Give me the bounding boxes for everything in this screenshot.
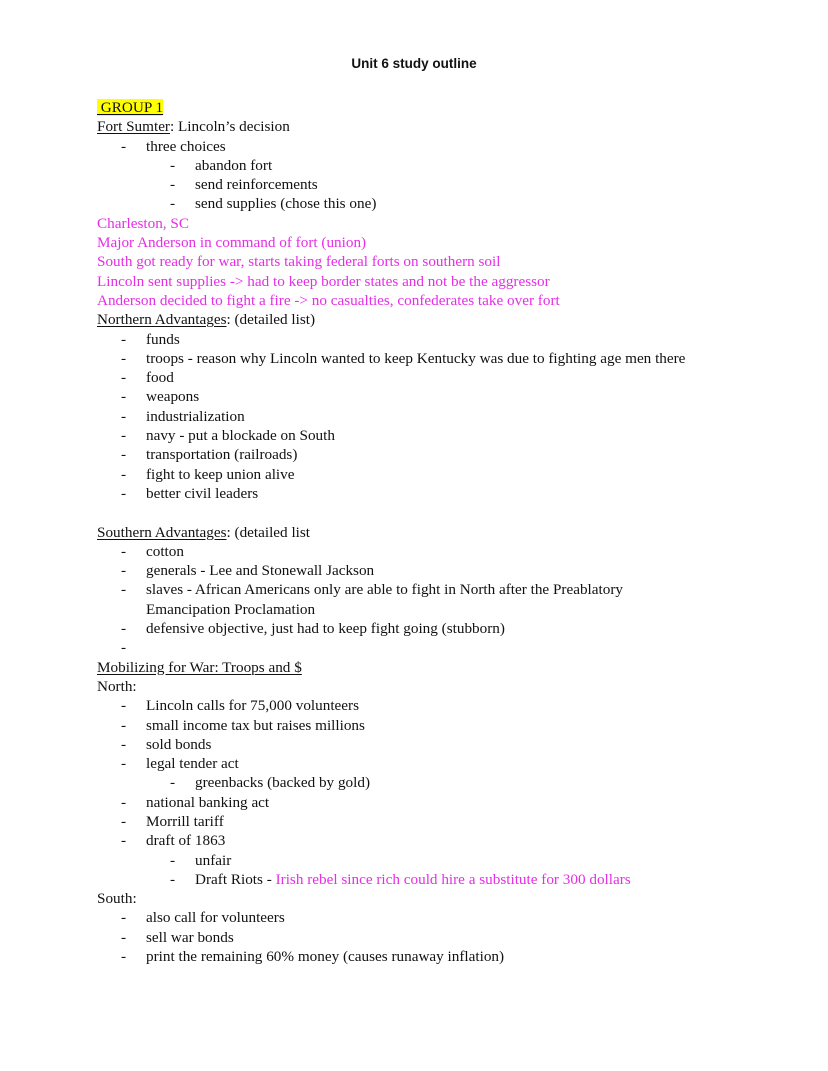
group-label: GROUP 1 <box>97 99 164 116</box>
annotation-note: Charleston, SC <box>97 214 189 232</box>
list-item: - weapons <box>121 388 200 406</box>
list-item: - abandon fort <box>170 156 273 174</box>
bullet-dash-icon: - <box>121 716 127 734</box>
bullet-dash-icon: - <box>121 388 127 406</box>
bullet-dash-icon: - <box>121 349 127 367</box>
heading-text: Northern Advantages <box>97 311 227 329</box>
annotation-note: Anderson decided to fight a fire -> no casualties, confederates take over fort <box>97 291 560 309</box>
subheading-south: South: <box>97 890 137 908</box>
heading-rest: : (detailed list) <box>226 311 316 329</box>
document-title: Unit 6 study outline <box>351 56 477 71</box>
list-item: - send reinforcements <box>170 176 318 194</box>
list-item: - sold bonds <box>121 735 212 753</box>
bullet-dash-icon: - <box>121 909 127 927</box>
list-item: - better civil leaders <box>121 484 259 502</box>
bullet-dash-icon: - <box>121 484 127 502</box>
bullet-dash-icon: - <box>121 832 127 850</box>
list-item: - national banking act <box>121 793 270 811</box>
list-item: - funds <box>121 330 180 348</box>
bullet-dash-icon: - <box>121 620 127 638</box>
section-heading-mobilizing <box>97 658 797 677</box>
bullet-dash-icon: - <box>170 195 176 213</box>
bullet-dash-icon: - <box>121 542 127 560</box>
list-item: - transportation (railroads) <box>121 446 298 464</box>
bullet-dash-icon: - <box>170 851 176 869</box>
bullet-dash-icon: - <box>121 465 127 483</box>
list-item: - draft of 1863 <box>121 832 226 850</box>
section-heading-southern-advantages <box>97 523 797 542</box>
bullet-dash-icon: - <box>121 369 127 387</box>
list-item: - navy - put a blockade on South <box>121 427 335 445</box>
bullet-dash-icon: - <box>121 755 127 773</box>
bullet-dash-icon: - <box>170 774 176 792</box>
list-item: - send supplies (chose this one) <box>170 195 377 213</box>
list-item: - unfair <box>170 851 232 869</box>
annotation-note: South got ready for war, starts taking federal forts on southern soil <box>97 253 501 271</box>
bullet-dash-icon: - <box>121 928 127 946</box>
bullet-dash-icon: - <box>170 176 176 194</box>
list-item: - slaves - African Americans only are able to fight in North after the Preablatory Emancipation Proclamation <box>121 581 623 618</box>
bullet-dash-icon: - <box>121 137 127 155</box>
bullet-dash-icon: - <box>170 156 176 174</box>
bullet-dash-icon: - <box>121 581 127 599</box>
bullet-dash-icon: - <box>121 562 127 580</box>
list-item: - greenbacks (backed by gold) <box>170 774 371 792</box>
bullet-dash-icon: - <box>121 697 127 715</box>
list-item: - small income tax but raises millions <box>121 716 365 734</box>
bullet-dash-icon: - <box>121 793 127 811</box>
bullet-dash-icon: - <box>121 735 127 753</box>
section-heading-fort-sumter <box>97 117 797 136</box>
list-item: - sell war bonds <box>121 928 234 946</box>
list-item: - food <box>121 369 174 387</box>
list-item: - legal tender act <box>121 755 239 773</box>
list-item: - print the remaining 60% money (causes runaway inflation) <box>121 948 505 966</box>
list-item: - industrialization <box>121 407 245 425</box>
bullet-dash-icon: - <box>121 427 127 445</box>
bullet-dash-icon: - <box>121 639 127 657</box>
subheading-north: North: <box>97 677 137 695</box>
bullet-dash-icon: - <box>121 446 127 464</box>
list-item: - Draft Riots - Irish rebel since rich could hire a substitute for 300 dollars <box>170 870 631 888</box>
list-item: - troops - reason why Lincoln wanted to keep Kentucky was due to fighting age men there <box>121 349 686 367</box>
list-item <box>97 638 797 657</box>
heading-rest: : (detailed list <box>226 523 311 541</box>
section-heading-northern-advantages <box>97 310 797 329</box>
list-item: - three choices <box>121 137 226 155</box>
list-item: - Morrill tariff <box>121 812 224 830</box>
bullet-dash-icon: - <box>170 870 176 888</box>
bullet-dash-icon: - <box>121 407 127 425</box>
list-item: - defensive objective, just had to keep fight going (stubborn) <box>121 620 505 638</box>
bullet-dash-icon: - <box>121 948 127 966</box>
list-item: - Lincoln calls for 75,000 volunteers <box>121 697 359 715</box>
bullet-dash-icon: - <box>121 812 127 830</box>
list-item: - generals - Lee and Stonewall Jackson <box>121 562 375 580</box>
heading-text: Mobilizing for War: Troops and $ <box>97 658 302 676</box>
list-item: - fight to keep union alive <box>121 465 295 483</box>
blank-line <box>97 503 797 522</box>
outline-body <box>97 98 797 966</box>
heading-rest: : Lincoln’s decision <box>170 118 290 136</box>
list-item: - also call for volunteers <box>121 909 285 927</box>
annotation-note: Major Anderson in command of fort (union) <box>97 234 367 252</box>
list-item: - cotton <box>121 542 184 560</box>
heading-text: Fort Sumter <box>97 118 170 136</box>
annotation-note: Irish rebel since rich could hire a substitute for 300 dollars <box>275 870 631 888</box>
heading-text: Southern Advantages <box>97 523 227 541</box>
annotation-note: Lincoln sent supplies -> had to keep border states and not be the aggressor <box>97 272 550 290</box>
bullet-dash-icon: - <box>121 330 127 348</box>
group-heading <box>97 98 797 117</box>
